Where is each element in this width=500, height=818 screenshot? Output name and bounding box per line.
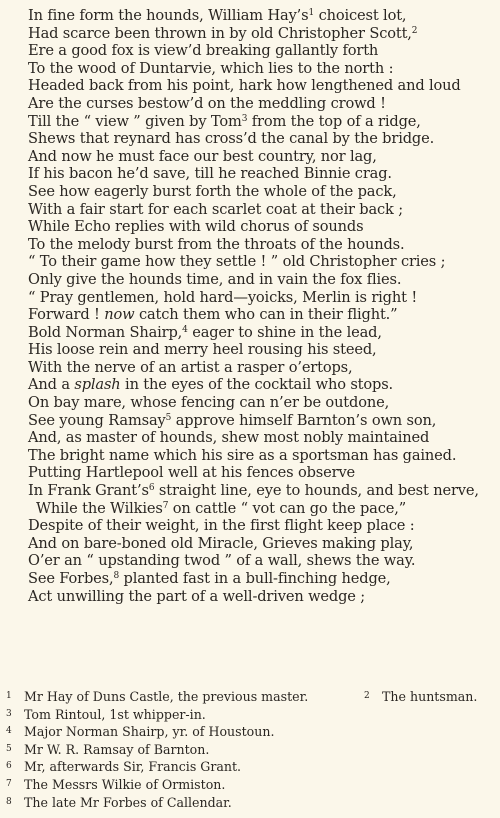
poem-verse — [28, 7, 493, 605]
poem-line — [28, 25, 493, 43]
footnote-reference: 4 — [182, 324, 188, 335]
poem-line — [28, 148, 493, 166]
footnote-number: 1 — [6, 691, 12, 701]
footnote — [6, 758, 496, 776]
footnote-reference: 5 — [165, 412, 172, 423]
poem-line — [28, 324, 493, 342]
poem-line — [28, 77, 493, 95]
poem-line — [28, 271, 493, 289]
poem-line-text: approve himself Barnton’s own son, — [171, 411, 437, 429]
poem-line — [28, 183, 493, 201]
poem-line — [28, 464, 493, 482]
poem-line — [28, 42, 493, 60]
poem-line-text: And now he must face our best country, nor lag, — [28, 147, 377, 165]
footnote-number: 7 — [6, 778, 12, 789]
poem-line — [28, 113, 493, 131]
poem-line-text: With a fair start for each scarlet coat at their back ; — [28, 200, 403, 218]
poem-line-text: in the eyes of the cocktail who stops. — [120, 376, 394, 394]
poem-line — [28, 253, 493, 271]
poem-line-text: Till the “ view ” given by Tom — [28, 112, 242, 130]
poem-line-text: planted fast in a bull-finching hedge, — [119, 570, 391, 587]
poem-line-text: “ Pray gentlemen, hold hard—yoicks, Merlin is right ! — [28, 288, 418, 306]
poem-line — [28, 218, 493, 236]
poem-line-text: With the nerve of an artist a rasper o’ertops, — [28, 358, 353, 376]
poem-line-text: catch them who can in their flight.” — [134, 306, 398, 324]
footnote-number: 4 — [6, 726, 12, 737]
poem-line-text: eager to shine in the lead, — [187, 323, 382, 341]
poem-line-text: Only give the hounds time, and in vain the fox flies. — [28, 270, 402, 288]
poem-line-text: His loose rein and merry heel rousing his steed, — [28, 341, 377, 359]
poem-line-text: on cattle “ vot can go the pace,” — [168, 499, 407, 517]
poem-line — [28, 552, 493, 570]
poem-line — [28, 570, 493, 588]
poem-line — [28, 429, 493, 447]
poem-line-text: Had scarce been thrown in by old Christopher Scott, — [28, 24, 412, 42]
poem-line — [28, 165, 493, 183]
poem-line — [28, 447, 493, 465]
footnote-text: Tom Rintoul, 1st whipper-in. — [24, 706, 206, 722]
poem-line-text: And, as master of hounds, shew most nobly maintained — [28, 429, 430, 447]
poem-line-text: In fine form the hounds, William Hay’s — [28, 7, 309, 24]
poem-line-text: The bright name which his sire as a sportsman has gained. — [28, 446, 457, 464]
poem-line — [28, 306, 493, 324]
poem-line — [28, 201, 493, 219]
footnote-text: Mr Hay of Duns Castle, the previous master. — [24, 689, 309, 704]
poem-line-text: Forward ! — [28, 306, 105, 324]
footnote-number: 8 — [6, 796, 12, 807]
poem-line-text: And a — [28, 376, 75, 394]
poem-line-text: See young Ramsay — [28, 411, 166, 429]
footnote-secondary — [364, 688, 477, 706]
footnote — [6, 741, 496, 759]
poem-line-text: While the Wilkies — [36, 499, 163, 517]
footnote-text: Major Norman Shairp, yr. of Houstoun. — [24, 724, 275, 740]
poem-line-text: Are the curses bestow’d on the meddling crowd ! — [28, 94, 386, 112]
footnote-reference: 7 — [162, 500, 169, 511]
footnote-reference: 8 — [113, 571, 120, 581]
poem-line — [28, 588, 493, 606]
footnote-number: 5 — [6, 743, 12, 754]
poem-line-text: Act unwilling the part of a well-driven wedge ; — [28, 587, 366, 605]
poem-line-text: “ To their game how they settle ! ” old Christopher cries ; — [28, 253, 446, 271]
poem-line-text: O’er an “ upstanding twod ” of a wall, shews the way. — [28, 552, 416, 570]
poem-line-text: To the wood of Duntarvie, which lies to the north : — [28, 59, 394, 77]
poem-line-text: Ere a good fox is view’d breaking gallantly forth — [28, 42, 379, 60]
footnote-number: 3 — [6, 708, 12, 719]
poem-line-text: On bay mare, whose fencing can n’er be outdone, — [28, 394, 390, 412]
poem-line-text: Shews that reynard has cross’d the canal by the bridge. — [28, 130, 435, 148]
poem-line-text: And on bare-boned old Miracle, Grieves making play, — [28, 534, 414, 552]
poem-line-text: Bold Norman Shairp, — [28, 323, 183, 341]
poem-line-text: If his bacon he’d save, till he reached Binnie crag. — [28, 165, 392, 183]
footnote — [6, 706, 496, 724]
footnote — [6, 794, 496, 812]
footnote-reference: 6 — [148, 483, 155, 494]
poem-line-text: now — [104, 306, 135, 324]
poem-line — [28, 412, 493, 430]
footnote — [6, 723, 496, 741]
poem-line — [28, 359, 493, 377]
poem-line-text: To the melody burst from the throats of the hounds. — [28, 235, 405, 253]
footnote — [6, 776, 496, 794]
poem-line — [28, 289, 493, 307]
footnotes — [6, 688, 496, 811]
poem-line — [28, 95, 493, 113]
footnote-number: 2 — [364, 691, 370, 701]
poem-line — [28, 236, 493, 254]
poem-line — [28, 500, 493, 518]
footnote-text: The Messrs Wilkie of Ormiston. — [24, 776, 226, 792]
footnote-text: The huntsman. — [382, 689, 478, 704]
poem-line — [28, 482, 493, 500]
footnote-text: The late Mr Forbes of Callendar. — [24, 794, 232, 810]
poem-line-text: In Frank Grant’s — [28, 482, 149, 500]
poem-line — [28, 341, 493, 359]
footnote-text: Mr W. R. Ramsay of Barnton. — [24, 741, 210, 757]
poem-line — [28, 130, 493, 148]
poem-line — [28, 376, 493, 394]
poem-line-text: See Forbes, — [28, 570, 114, 587]
poem-line-text: Headed back from his point, hark how lengthened and loud — [28, 77, 461, 95]
poem-line — [28, 394, 493, 412]
poem-line — [28, 60, 493, 78]
poem-line-text: See how eagerly burst forth the whole of the pack, — [28, 182, 397, 200]
footnote-number: 6 — [6, 761, 12, 772]
poem-line — [28, 535, 493, 553]
footnote — [6, 688, 496, 706]
footnote-reference: 1 — [308, 8, 315, 18]
footnote-reference: 2 — [411, 25, 418, 36]
poem-line-text: straight line, eye to hounds, and best nerve, — [154, 482, 479, 500]
poem-line-text: choicest lot, — [314, 7, 407, 24]
poem-line-text: splash — [74, 376, 121, 394]
footnote-reference: 3 — [241, 113, 248, 124]
footnote-text: Mr, afterwards Sir, Francis Grant. — [24, 759, 242, 775]
poem-line — [28, 7, 493, 25]
poem-line-text: Putting Hartlepool well at his fences observe — [28, 464, 356, 482]
poem-line-text: While Echo replies with wild chorus of sounds — [28, 218, 364, 236]
poem-line — [28, 517, 493, 535]
poem-line-text: from the top of a ridge, — [247, 112, 421, 130]
poem-line-text: Despite of their weight, in the first flight keep place : — [28, 517, 415, 535]
